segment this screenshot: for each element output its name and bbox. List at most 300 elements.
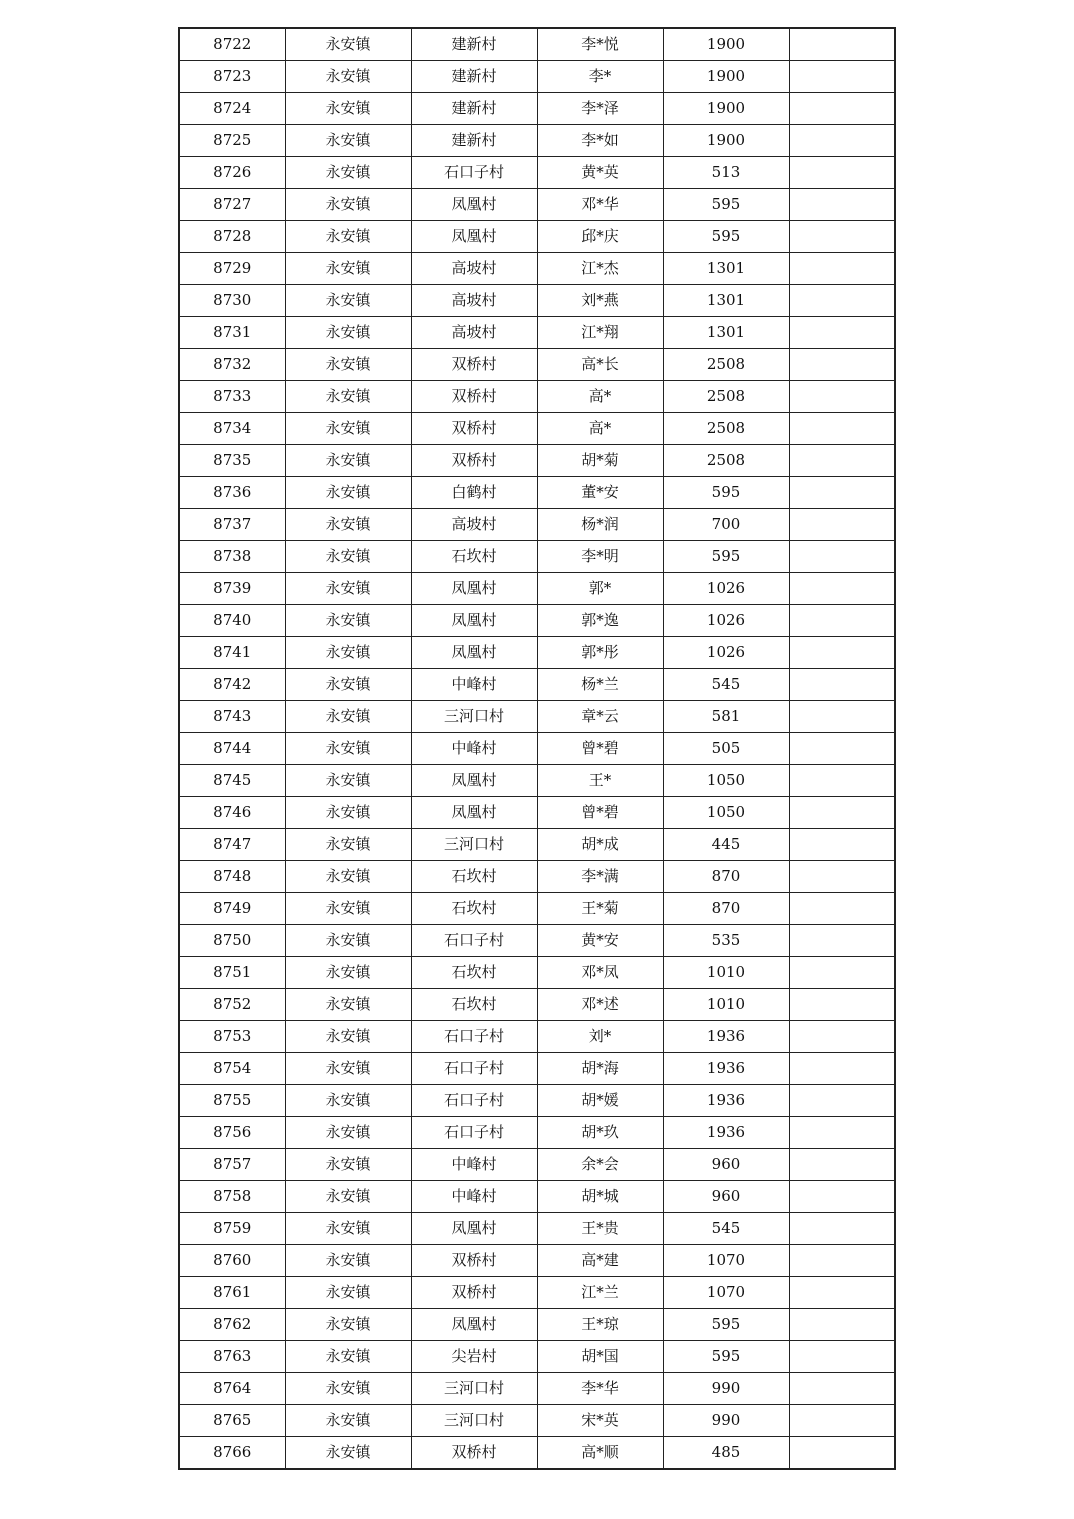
table-row: [179, 1405, 895, 1437]
village-cell: 中峰村: [411, 1181, 537, 1213]
amount-cell: 1900: [663, 61, 789, 93]
table-row: [179, 733, 895, 765]
table-row: [179, 1181, 895, 1213]
serial-number-cell: 8742: [179, 669, 285, 701]
village-cell: 中峰村: [411, 733, 537, 765]
roster-table: [178, 27, 896, 1470]
table-row: [179, 157, 895, 189]
amount-cell: 990: [663, 1405, 789, 1437]
note-cell: [789, 1277, 895, 1309]
serial-number-cell: 8726: [179, 157, 285, 189]
serial-number-cell: 8753: [179, 1021, 285, 1053]
village-cell: 凤凰村: [411, 1213, 537, 1245]
town-cell: 永安镇: [285, 989, 411, 1021]
name-cell: 江*兰: [537, 1277, 663, 1309]
village-cell: 双桥村: [411, 1245, 537, 1277]
note-cell: [789, 445, 895, 477]
table-row: [179, 925, 895, 957]
table-row: [179, 349, 895, 381]
note-cell: [789, 989, 895, 1021]
table-row: [179, 413, 895, 445]
amount-cell: 2508: [663, 381, 789, 413]
town-cell: 永安镇: [285, 349, 411, 381]
town-cell: 永安镇: [285, 125, 411, 157]
village-cell: 尖岩村: [411, 1341, 537, 1373]
serial-number-cell: 8722: [179, 28, 285, 61]
serial-number-cell: 8763: [179, 1341, 285, 1373]
table-row: [179, 829, 895, 861]
town-cell: 永安镇: [285, 93, 411, 125]
name-cell: 郭*逸: [537, 605, 663, 637]
village-cell: 石口子村: [411, 1021, 537, 1053]
town-cell: 永安镇: [285, 317, 411, 349]
village-cell: 凤凰村: [411, 221, 537, 253]
name-cell: 胡*媛: [537, 1085, 663, 1117]
name-cell: 李*如: [537, 125, 663, 157]
name-cell: 高*长: [537, 349, 663, 381]
note-cell: [789, 605, 895, 637]
amount-cell: 545: [663, 669, 789, 701]
town-cell: 永安镇: [285, 1117, 411, 1149]
village-cell: 凤凰村: [411, 797, 537, 829]
town-cell: 永安镇: [285, 189, 411, 221]
note-cell: [789, 893, 895, 925]
table-row: [179, 61, 895, 93]
amount-cell: 870: [663, 861, 789, 893]
amount-cell: 1010: [663, 957, 789, 989]
note-cell: [789, 381, 895, 413]
amount-cell: 700: [663, 509, 789, 541]
village-cell: 凤凰村: [411, 637, 537, 669]
table-row: [179, 669, 895, 701]
name-cell: 董*安: [537, 477, 663, 509]
village-cell: 石口子村: [411, 925, 537, 957]
amount-cell: 595: [663, 1309, 789, 1341]
amount-cell: 1936: [663, 1053, 789, 1085]
note-cell: [789, 157, 895, 189]
amount-cell: 2508: [663, 413, 789, 445]
village-cell: 三河口村: [411, 1373, 537, 1405]
amount-cell: 960: [663, 1149, 789, 1181]
name-cell: 杨*润: [537, 509, 663, 541]
town-cell: 永安镇: [285, 669, 411, 701]
amount-cell: 870: [663, 893, 789, 925]
amount-cell: 1936: [663, 1021, 789, 1053]
serial-number-cell: 8728: [179, 221, 285, 253]
note-cell: [789, 765, 895, 797]
name-cell: 黄*英: [537, 157, 663, 189]
name-cell: 胡*城: [537, 1181, 663, 1213]
amount-cell: 1936: [663, 1117, 789, 1149]
note-cell: [789, 1021, 895, 1053]
serial-number-cell: 8725: [179, 125, 285, 157]
amount-cell: 545: [663, 1213, 789, 1245]
town-cell: 永安镇: [285, 573, 411, 605]
town-cell: 永安镇: [285, 61, 411, 93]
amount-cell: 1026: [663, 605, 789, 637]
name-cell: 李*泽: [537, 93, 663, 125]
name-cell: 邓*述: [537, 989, 663, 1021]
town-cell: 永安镇: [285, 1373, 411, 1405]
amount-cell: 485: [663, 1437, 789, 1470]
note-cell: [789, 477, 895, 509]
amount-cell: 595: [663, 221, 789, 253]
name-cell: 邓*华: [537, 189, 663, 221]
note-cell: [789, 957, 895, 989]
town-cell: 永安镇: [285, 1181, 411, 1213]
note-cell: [789, 1341, 895, 1373]
name-cell: 李*悦: [537, 28, 663, 61]
name-cell: 李*: [537, 61, 663, 93]
serial-number-cell: 8745: [179, 765, 285, 797]
serial-number-cell: 8758: [179, 1181, 285, 1213]
village-cell: 石口子村: [411, 1085, 537, 1117]
serial-number-cell: 8751: [179, 957, 285, 989]
note-cell: [789, 733, 895, 765]
village-cell: 高坡村: [411, 253, 537, 285]
village-cell: 高坡村: [411, 509, 537, 541]
table-row: [179, 285, 895, 317]
name-cell: 李*满: [537, 861, 663, 893]
serial-number-cell: 8734: [179, 413, 285, 445]
amount-cell: 1026: [663, 637, 789, 669]
table-row: [179, 253, 895, 285]
table-row: [179, 93, 895, 125]
village-cell: 双桥村: [411, 1277, 537, 1309]
table-row: [179, 221, 895, 253]
town-cell: 永安镇: [285, 1085, 411, 1117]
note-cell: [789, 701, 895, 733]
table-row: [179, 1437, 895, 1470]
name-cell: 王*贵: [537, 1213, 663, 1245]
serial-number-cell: 8754: [179, 1053, 285, 1085]
table-row: [179, 765, 895, 797]
note-cell: [789, 1181, 895, 1213]
village-cell: 石口子村: [411, 157, 537, 189]
note-cell: [789, 1117, 895, 1149]
note-cell: [789, 93, 895, 125]
amount-cell: 1010: [663, 989, 789, 1021]
table-row: [179, 637, 895, 669]
serial-number-cell: 8724: [179, 93, 285, 125]
village-cell: 凤凰村: [411, 605, 537, 637]
town-cell: 永安镇: [285, 445, 411, 477]
village-cell: 凤凰村: [411, 189, 537, 221]
village-cell: 石口子村: [411, 1117, 537, 1149]
village-cell: 凤凰村: [411, 1309, 537, 1341]
note-cell: [789, 1245, 895, 1277]
name-cell: 胡*海: [537, 1053, 663, 1085]
town-cell: 永安镇: [285, 285, 411, 317]
village-cell: 建新村: [411, 61, 537, 93]
table-row: [179, 317, 895, 349]
village-cell: 石坎村: [411, 541, 537, 573]
amount-cell: 1900: [663, 28, 789, 61]
village-cell: 双桥村: [411, 413, 537, 445]
town-cell: 永安镇: [285, 637, 411, 669]
amount-cell: 990: [663, 1373, 789, 1405]
amount-cell: 595: [663, 541, 789, 573]
name-cell: 邱*庆: [537, 221, 663, 253]
village-cell: 双桥村: [411, 349, 537, 381]
serial-number-cell: 8740: [179, 605, 285, 637]
note-cell: [789, 1053, 895, 1085]
town-cell: 永安镇: [285, 1437, 411, 1470]
town-cell: 永安镇: [285, 1405, 411, 1437]
amount-cell: 535: [663, 925, 789, 957]
name-cell: 高*顺: [537, 1437, 663, 1470]
note-cell: [789, 637, 895, 669]
table-row: [179, 1213, 895, 1245]
name-cell: 江*翔: [537, 317, 663, 349]
table-row: [179, 989, 895, 1021]
amount-cell: 1936: [663, 1085, 789, 1117]
roster-table-body: [179, 28, 895, 1469]
note-cell: [789, 285, 895, 317]
table-row: [179, 797, 895, 829]
serial-number-cell: 8748: [179, 861, 285, 893]
name-cell: 高*: [537, 381, 663, 413]
note-cell: [789, 1085, 895, 1117]
village-cell: 石口子村: [411, 1053, 537, 1085]
table-row: [179, 1085, 895, 1117]
village-cell: 建新村: [411, 125, 537, 157]
town-cell: 永安镇: [285, 28, 411, 61]
town-cell: 永安镇: [285, 1021, 411, 1053]
village-cell: 中峰村: [411, 1149, 537, 1181]
table-row: [179, 701, 895, 733]
town-cell: 永安镇: [285, 1277, 411, 1309]
serial-number-cell: 8737: [179, 509, 285, 541]
village-cell: 凤凰村: [411, 765, 537, 797]
town-cell: 永安镇: [285, 1245, 411, 1277]
note-cell: [789, 1373, 895, 1405]
village-cell: 石坎村: [411, 893, 537, 925]
serial-number-cell: 8756: [179, 1117, 285, 1149]
town-cell: 永安镇: [285, 733, 411, 765]
town-cell: 永安镇: [285, 221, 411, 253]
table-row: [179, 477, 895, 509]
name-cell: 郭*: [537, 573, 663, 605]
note-cell: [789, 125, 895, 157]
note-cell: [789, 61, 895, 93]
amount-cell: 1050: [663, 797, 789, 829]
table-row: [179, 1149, 895, 1181]
serial-number-cell: 8744: [179, 733, 285, 765]
note-cell: [789, 189, 895, 221]
note-cell: [789, 829, 895, 861]
serial-number-cell: 8739: [179, 573, 285, 605]
note-cell: [789, 253, 895, 285]
serial-number-cell: 8759: [179, 1213, 285, 1245]
town-cell: 永安镇: [285, 413, 411, 445]
note-cell: [789, 925, 895, 957]
name-cell: 杨*兰: [537, 669, 663, 701]
amount-cell: 1900: [663, 93, 789, 125]
serial-number-cell: 8762: [179, 1309, 285, 1341]
town-cell: 永安镇: [285, 925, 411, 957]
table-row: [179, 1373, 895, 1405]
amount-cell: 513: [663, 157, 789, 189]
amount-cell: 595: [663, 189, 789, 221]
amount-cell: 2508: [663, 445, 789, 477]
village-cell: 凤凰村: [411, 573, 537, 605]
amount-cell: 2508: [663, 349, 789, 381]
amount-cell: 505: [663, 733, 789, 765]
town-cell: 永安镇: [285, 797, 411, 829]
name-cell: 高*: [537, 413, 663, 445]
name-cell: 曾*碧: [537, 797, 663, 829]
table-row: [179, 1021, 895, 1053]
amount-cell: 595: [663, 477, 789, 509]
town-cell: 永安镇: [285, 861, 411, 893]
note-cell: [789, 1149, 895, 1181]
serial-number-cell: 8736: [179, 477, 285, 509]
name-cell: 胡*菊: [537, 445, 663, 477]
note-cell: [789, 1405, 895, 1437]
town-cell: 永安镇: [285, 1053, 411, 1085]
village-cell: 三河口村: [411, 701, 537, 733]
serial-number-cell: 8732: [179, 349, 285, 381]
village-cell: 石坎村: [411, 989, 537, 1021]
name-cell: 曾*碧: [537, 733, 663, 765]
serial-number-cell: 8765: [179, 1405, 285, 1437]
note-cell: [789, 541, 895, 573]
town-cell: 永安镇: [285, 477, 411, 509]
amount-cell: 1070: [663, 1277, 789, 1309]
note-cell: [789, 1437, 895, 1470]
name-cell: 邓*凤: [537, 957, 663, 989]
name-cell: 王*琼: [537, 1309, 663, 1341]
amount-cell: 1070: [663, 1245, 789, 1277]
serial-number-cell: 8761: [179, 1277, 285, 1309]
town-cell: 永安镇: [285, 701, 411, 733]
amount-cell: 1301: [663, 253, 789, 285]
serial-number-cell: 8738: [179, 541, 285, 573]
amount-cell: 1050: [663, 765, 789, 797]
town-cell: 永安镇: [285, 605, 411, 637]
amount-cell: 445: [663, 829, 789, 861]
name-cell: 刘*燕: [537, 285, 663, 317]
town-cell: 永安镇: [285, 157, 411, 189]
name-cell: 胡*成: [537, 829, 663, 861]
serial-number-cell: 8750: [179, 925, 285, 957]
village-cell: 双桥村: [411, 381, 537, 413]
village-cell: 建新村: [411, 28, 537, 61]
amount-cell: 595: [663, 1341, 789, 1373]
name-cell: 余*会: [537, 1149, 663, 1181]
table-row: [179, 125, 895, 157]
serial-number-cell: 8730: [179, 285, 285, 317]
note-cell: [789, 1309, 895, 1341]
serial-number-cell: 8755: [179, 1085, 285, 1117]
note-cell: [789, 349, 895, 381]
village-cell: 石坎村: [411, 861, 537, 893]
village-cell: 石坎村: [411, 957, 537, 989]
table-row: [179, 28, 895, 61]
note-cell: [789, 28, 895, 61]
village-cell: 建新村: [411, 93, 537, 125]
amount-cell: 1301: [663, 285, 789, 317]
amount-cell: 1026: [663, 573, 789, 605]
note-cell: [789, 861, 895, 893]
name-cell: 王*: [537, 765, 663, 797]
amount-cell: 581: [663, 701, 789, 733]
town-cell: 永安镇: [285, 957, 411, 989]
serial-number-cell: 8757: [179, 1149, 285, 1181]
town-cell: 永安镇: [285, 1149, 411, 1181]
serial-number-cell: 8735: [179, 445, 285, 477]
table-row: [179, 445, 895, 477]
note-cell: [789, 413, 895, 445]
amount-cell: 1301: [663, 317, 789, 349]
table-row: [179, 957, 895, 989]
table-row: [179, 605, 895, 637]
name-cell: 胡*玖: [537, 1117, 663, 1149]
town-cell: 永安镇: [285, 541, 411, 573]
note-cell: [789, 573, 895, 605]
serial-number-cell: 8752: [179, 989, 285, 1021]
serial-number-cell: 8764: [179, 1373, 285, 1405]
note-cell: [789, 669, 895, 701]
table-row: [179, 381, 895, 413]
village-cell: 双桥村: [411, 445, 537, 477]
serial-number-cell: 8746: [179, 797, 285, 829]
note-cell: [789, 797, 895, 829]
table-row: [179, 893, 895, 925]
town-cell: 永安镇: [285, 509, 411, 541]
table-row: [179, 1341, 895, 1373]
name-cell: 高*建: [537, 1245, 663, 1277]
village-cell: 高坡村: [411, 285, 537, 317]
note-cell: [789, 221, 895, 253]
town-cell: 永安镇: [285, 1213, 411, 1245]
name-cell: 宋*英: [537, 1405, 663, 1437]
town-cell: 永安镇: [285, 765, 411, 797]
serial-number-cell: 8733: [179, 381, 285, 413]
town-cell: 永安镇: [285, 893, 411, 925]
serial-number-cell: 8731: [179, 317, 285, 349]
name-cell: 章*云: [537, 701, 663, 733]
name-cell: 李*华: [537, 1373, 663, 1405]
serial-number-cell: 8723: [179, 61, 285, 93]
serial-number-cell: 8729: [179, 253, 285, 285]
table-row: [179, 861, 895, 893]
serial-number-cell: 8727: [179, 189, 285, 221]
village-cell: 三河口村: [411, 1405, 537, 1437]
town-cell: 永安镇: [285, 381, 411, 413]
table-row: [179, 1245, 895, 1277]
table-row: [179, 1309, 895, 1341]
village-cell: 双桥村: [411, 1437, 537, 1470]
village-cell: 中峰村: [411, 669, 537, 701]
note-cell: [789, 509, 895, 541]
table-row: [179, 1053, 895, 1085]
table-row: [179, 1117, 895, 1149]
serial-number-cell: 8747: [179, 829, 285, 861]
name-cell: 江*杰: [537, 253, 663, 285]
table-row: [179, 1277, 895, 1309]
village-cell: 高坡村: [411, 317, 537, 349]
name-cell: 郭*彤: [537, 637, 663, 669]
name-cell: 王*菊: [537, 893, 663, 925]
document-table-container: [178, 27, 896, 1470]
table-row: [179, 573, 895, 605]
amount-cell: 1900: [663, 125, 789, 157]
town-cell: 永安镇: [285, 253, 411, 285]
serial-number-cell: 8741: [179, 637, 285, 669]
village-cell: 白鹤村: [411, 477, 537, 509]
